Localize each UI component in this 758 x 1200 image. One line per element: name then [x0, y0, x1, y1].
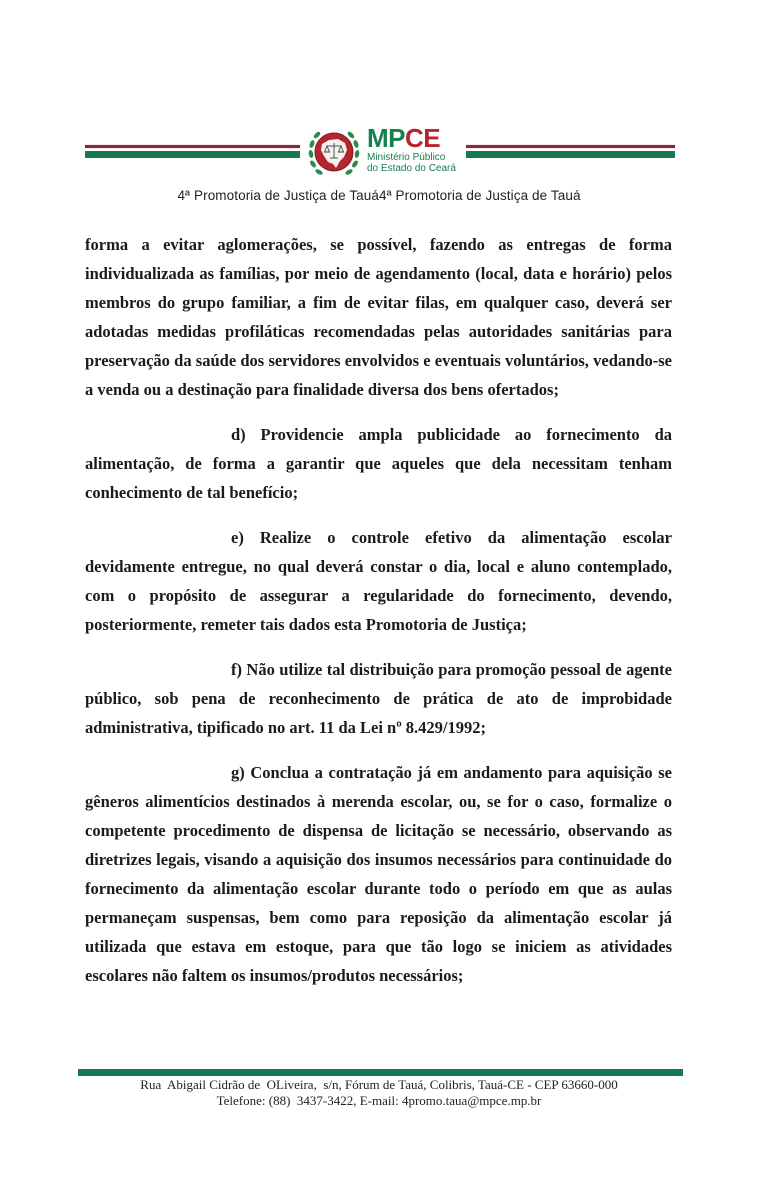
brand-ce: CE [405, 123, 441, 153]
page-footer [0, 1077, 758, 1109]
item-paragraph-e: e) Realize o controle efetivo da alimentação escolar devidamente entregue, no qual deverá constar o dia, local e aluno contemplado, com o propósito de assegurar a regularidade do fornecimento, devendo, posteriormente, remeter tais dados esta Promotoria de Justiça; [85, 528, 672, 634]
brand-block [367, 124, 467, 174]
header-stripe-right [466, 145, 675, 163]
footer-contact: Telefone: (88) 3437-3422, E-mail: 4promo.taua@mpce.mp.br [216, 1093, 542, 1108]
item-paragraph-f: f) Não utilize tal distribuição para promoção pessoal de agente público, sob pena de reconhecimento de prática de ato de improbidade administrativa, tipificado no art. 11 da Lei nº 8.429/1992; [85, 660, 672, 737]
footer-address: Rua Abigail Cidrão de OLiveira, s/n, Fórum de Tauá, Colibris, Tauá-CE - CEP 63660-000 [140, 1077, 618, 1092]
brand-subtitle-line2: do Estado do Ceará [367, 163, 456, 174]
header-stripe-left [85, 145, 300, 163]
header-stripe-red [466, 145, 675, 148]
continuation-paragraph: forma a evitar aglomerações, se possível, fazendo as entregas de forma individualizada as famílias, por meio de agendamento (local, data e horário) pelos membros do grupo familiar, a fim de evitar filas, em qualquer caso, deverá ser adotadas medidas profiláticas recomendadas pelas autoridades sanitárias para preservação da saúde dos servidores envolvidos e eventuais voluntários, vedando-se a venda ou a destinação para finalidade diversa dos bens ofertados; [85, 235, 672, 399]
document-body [85, 230, 672, 1006]
header-title: 4ª Promotoria de Justiça de Tauá4ª Promotoria de Justiça de Tauá [177, 188, 581, 203]
item-paragraph-d: d) Providencie ampla publicidade ao fornecimento da alimentação, de forma a garantir que aqueles que dela necessitam tenham conhecimento de tal benefício; [85, 425, 672, 502]
footer-stripe-green [78, 1069, 683, 1076]
brand-mp: MP [367, 123, 405, 153]
brand-subtitle-line1: Ministério Público [367, 152, 446, 163]
brand-name [367, 124, 467, 152]
mpce-logo [305, 124, 465, 182]
header-stripe-red [85, 145, 300, 148]
header-stripe-green [466, 151, 675, 158]
header-stripe-green [85, 151, 300, 158]
mpce-seal-scales-icon [305, 124, 363, 182]
item-paragraph-g: g) Conclua a contratação já em andamento para aquisição se gêneros alimentícios destinados à merenda escolar, ou, se for o caso, formalize o competente procedimento de dispensa de licitação se necessário, observando as diretrizes legais, visando a aquisição dos insumos necessários para continuidade do fornecimento da alimentação escolar durante todo o período em que as aulas permaneçam suspensas, bem como para reposição da alimentação escolar já utilizada que estava em estoque, para que tão logo se iniciem as atividades escolares não faltem os insumos/produtos necessários; [85, 763, 672, 985]
page-header [0, 0, 758, 215]
